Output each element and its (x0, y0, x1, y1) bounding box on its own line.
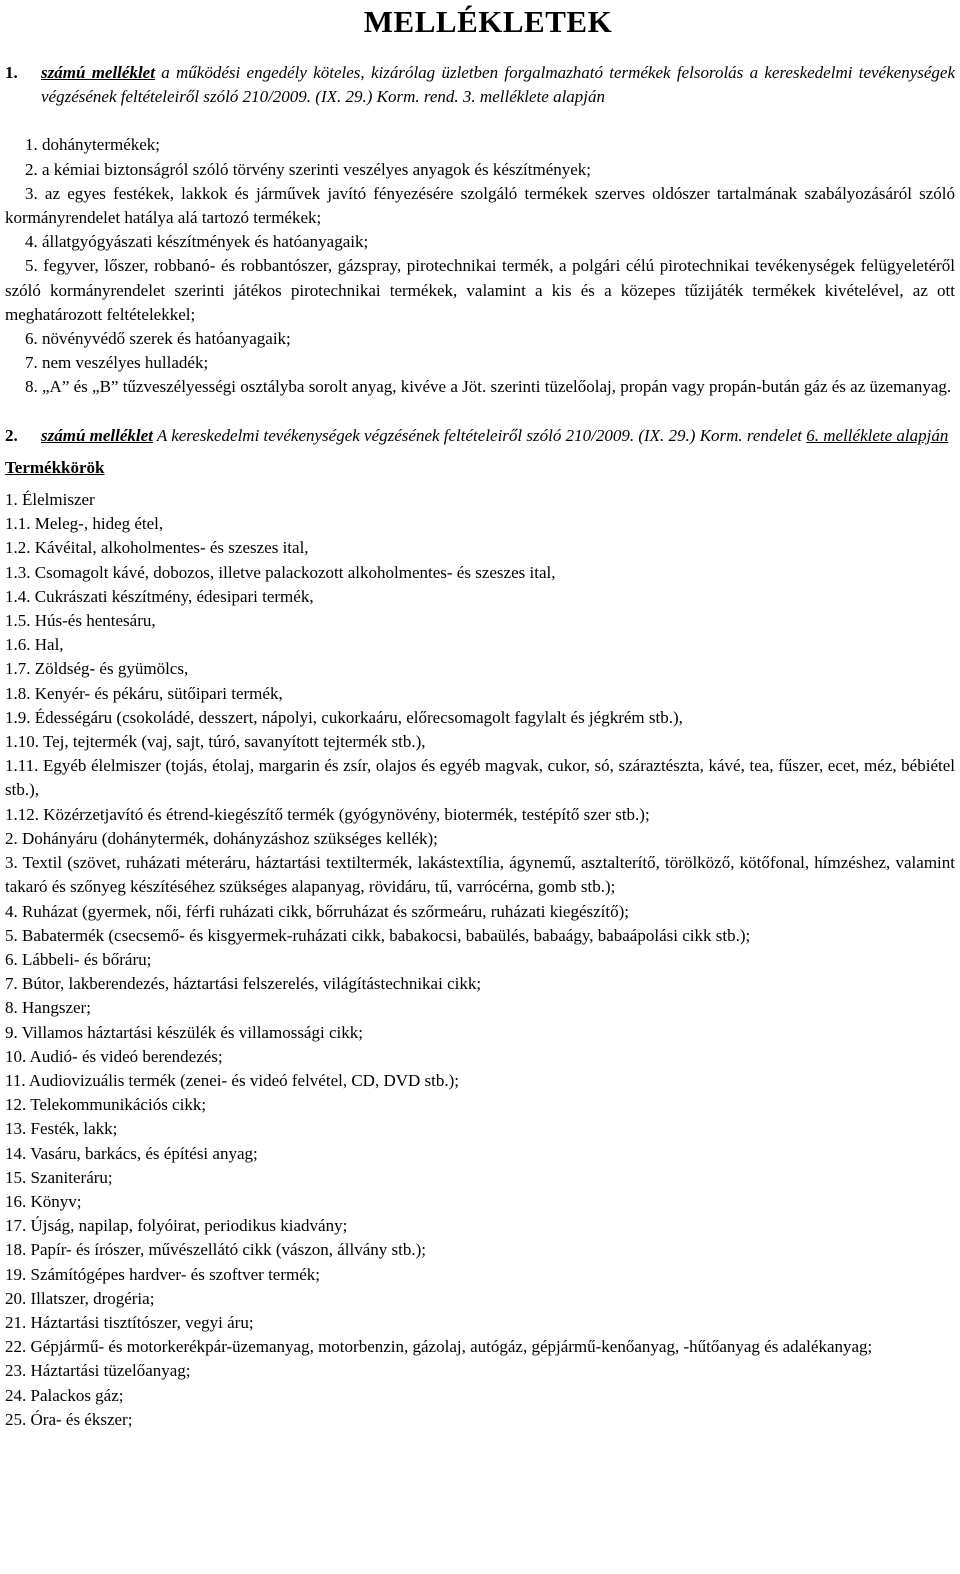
annex-1-link[interactable]: számú melléklet (41, 63, 155, 82)
list-item: 1.10. Tej, tejtermék (vaj, sajt, túró, savanyított tejtermék stb.), (5, 732, 426, 752)
list-item: 11. Audiovizuális termék (zenei- és videó felvétel, CD, DVD stb.); (5, 1070, 460, 1090)
list-item: 20. Illatszer, drogéria; (5, 1288, 155, 1308)
list-item: 24. Palackos gáz; (5, 1385, 124, 1405)
annex-2-list (5, 488, 955, 1432)
list-item: 1.2. Kávéital, alkoholmentes- és szeszes ital, (5, 538, 309, 558)
list-item: 1.5. Hús-és hentesáru, (5, 611, 156, 631)
annex-2-link[interactable]: számú melléklet (41, 425, 153, 445)
list-item: 5. Babatermék (csecsemő- és kisgyermek-ruházati cikk, babakocsi, babaülés, babaágy, babaápolási cikk stb.); (5, 925, 751, 945)
list-item: 4. Ruházat (gyermek, női, férfi ruházati cikk, bőrruházat és szőrmeáru, ruházati kiegészítő); (5, 901, 630, 921)
annex-2-text (41, 424, 955, 448)
list-item: 7. Bútor, lakberendezés, háztartási felszerelés, világítástechnikai cikk; (5, 974, 482, 994)
list-item: 25. Óra- és ékszer; (5, 1409, 133, 1429)
annex-1-description: a működési engedély köteles, kizárólag üzletben forgalmazható termékek felsorolás a kereskedelmi tevékenységek végzésének feltételeiről szóló 210/2009. (IX. 29.) Korm. rend. 3. melléklete alapján (41, 63, 955, 107)
list-item: 1. dohánytermékek; (25, 135, 161, 155)
list-item: 1.1. Meleg-, hideg étel, (5, 514, 164, 534)
list-item: 8. Hangszer; (5, 998, 91, 1018)
document-page (5, 0, 955, 1432)
list-item: 1. Élelmiszer (5, 490, 95, 510)
list-item: 2. a kémiai biztonságról szóló törvény szerinti veszélyes anyagok és készítmények; (25, 159, 592, 179)
list-item: 12. Telekommunikációs cikk; (5, 1095, 207, 1115)
annex-1-list (5, 133, 955, 399)
list-item: 2. Dohányáru (dohánytermék, dohányzáshoz szükséges kellék); (5, 828, 438, 848)
list-item: 6. növényvédő szerek és hatóanyagaik; (25, 329, 291, 349)
list-item: 1.8. Kenyér- és pékáru, sütőipari termék, (5, 683, 283, 703)
list-item: 13. Festék, lakk; (5, 1119, 118, 1139)
list-item: 1.3. Csomagolt kávé, dobozos, illetve palackozott alkoholmentes- és szeszes ital, (5, 562, 556, 582)
annex-2-number: 2. (5, 425, 18, 445)
list-item: 15. Szaniteráru; (5, 1167, 113, 1187)
list-item: 3. Textil (szövet, ruházati méteráru, háztartási textiltermék, lakástextília, ágynemű, asztalterítő, törölköző, kötőfonal, hímzéshez, valamint takaró és szőnyeg készítéséhez szükséges alapanyag, rövidáru, tű, varrócérna, gomb stb.); (5, 853, 955, 897)
list-item: 1.6. Hal, (5, 635, 64, 655)
list-item: 16. Könyv; (5, 1191, 82, 1211)
annex-2-description: A kereskedelmi tevékenységek végzésének feltételeiről szóló 210/2009. (IX. 29.) Korm. rendelet (152, 425, 807, 445)
list-item: 6. Lábbeli- és bőráru; (5, 949, 152, 969)
list-item: 8. „A” és „B” tűzveszélyességi osztályba sorolt anyag, kivéve a Jöt. szerinti tüzelőolaj, propán vagy propán-bután gáz és az üzemanyag. (25, 377, 952, 397)
document-title: MELLÉKLETEK (363, 4, 613, 39)
list-item: 1.9. Édességáru (csokoládé, desszert, nápolyi, cukorkaáru, előrecsomagolt fagylalt és jégkrém stb.), (5, 707, 683, 727)
list-item: 9. Villamos háztartási készülék és villamossági cikk; (5, 1022, 363, 1042)
list-item: 4. állatgyógyászati készítmények és hatóanyagaik; (25, 232, 369, 252)
list-item: 14. Vasáru, barkács, és építési anyag; (5, 1143, 258, 1163)
list-item: 10. Audió- és videó berendezés; (5, 1046, 223, 1066)
annex-1-number: 1. (5, 63, 18, 82)
list-item: 1.12. Közérzetjavító és étrend-kiegészítő termék (gyógynövény, biotermék, testépítő szer stb.); (5, 804, 650, 824)
list-item: 19. Számítógépes hardver- és szoftver termék; (5, 1264, 320, 1284)
section-title-termekkorok: Termékkörök (5, 457, 105, 477)
list-item: 23. Háztartási tüzelőanyag; (5, 1361, 191, 1381)
list-item: 7. nem veszélyes hulladék; (25, 353, 209, 373)
list-item: 3. az egyes festékek, lakkok és járművek javító fényezésére szolgáló termékek szerves oldószer tartalmának szabályozásáról szóló kormányrendelet hatálya alá tartozó termékek; (5, 183, 955, 228)
list-item: 5. fegyver, lőszer, robbanó- és robbantószer, gázspray, pirotechnikai termék, a polgári célú pirotechnikai tevékenységek felügyeletéről szóló kormányrendelet szerinti játékos pirotechnikai termékek, valamint a kis és a közepes tűzijáték termékek kivételével, az ott meghatározott feltételekkel; (5, 256, 955, 324)
annex-2-heading (5, 424, 955, 448)
list-item: 1.7. Zöldség- és gyümölcs, (5, 659, 189, 679)
list-item: 1.4. Cukrászati készítmény, édesipari termék, (5, 586, 314, 606)
list-item: 1.11. Egyéb élelmiszer (tojás, étolaj, margarin és zsír, olajos és egyéb magvak, cukor, só, száraztészta, kávé, tea, fűszer, ecet, méz, bébiétel stb.), (5, 756, 955, 800)
list-item: 18. Papír- és írószer, művészellátó cikk (vászon, állvány stb.); (5, 1240, 427, 1260)
annex-1-text (41, 61, 955, 109)
list-item: 17. Újság, napilap, folyóirat, periodikus kiadvány; (5, 1216, 348, 1236)
annex-2-link-2[interactable]: 6. melléklete alapján (806, 425, 949, 445)
annex-1-heading (5, 61, 955, 109)
list-item: 21. Háztartási tisztítószer, vegyi áru; (5, 1312, 254, 1332)
list-item: 22. Gépjármű- és motorkerékpár-üzemanyag, motorbenzin, gázolaj, autógáz, gépjármű-kenőanyag, -hűtőanyag és adalékanyag; (5, 1337, 873, 1357)
